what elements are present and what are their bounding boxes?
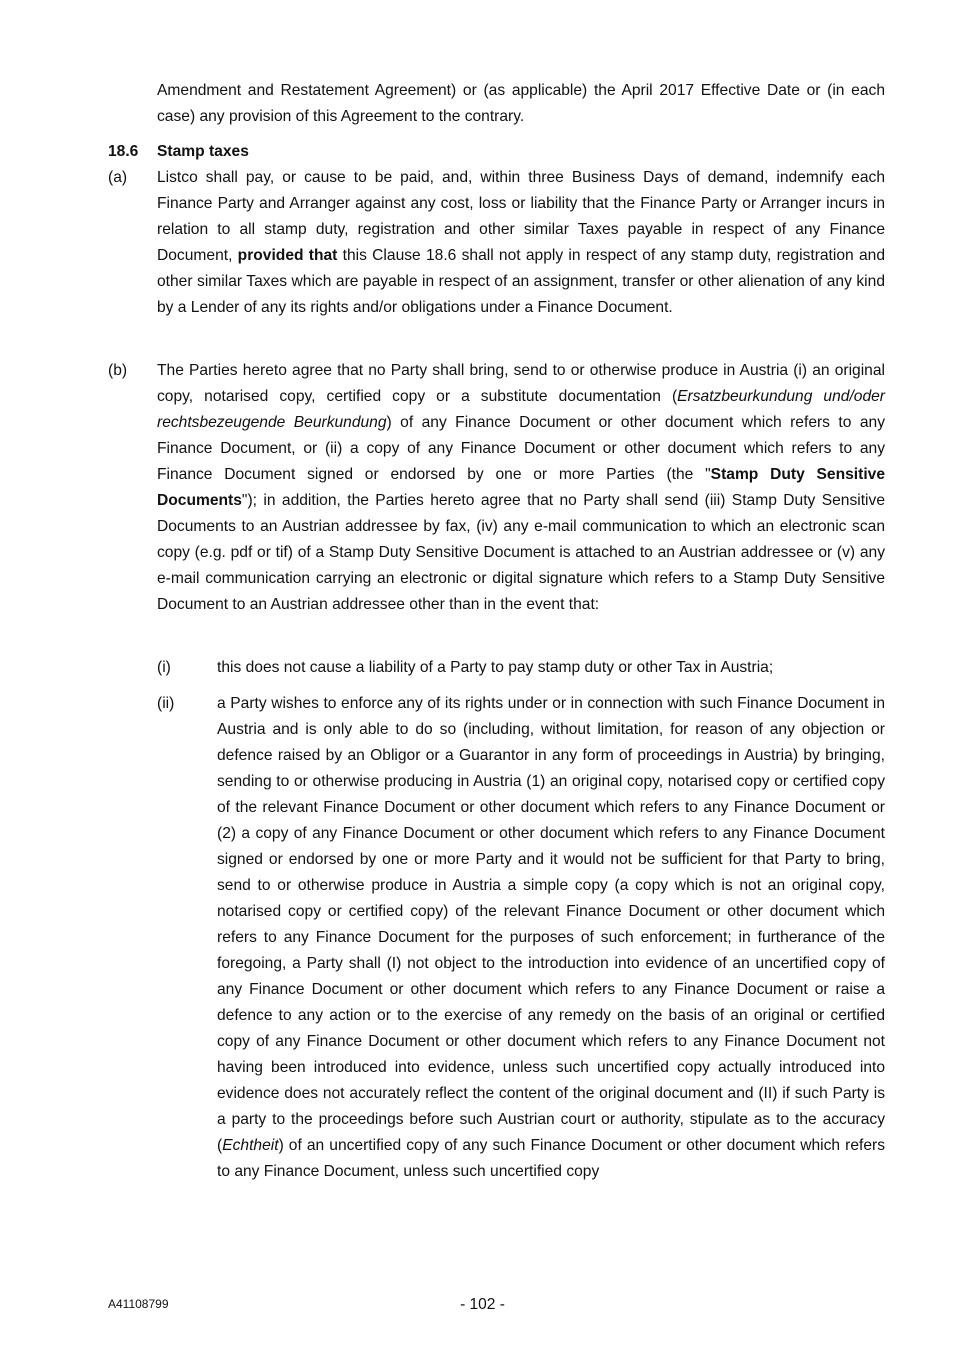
para-b-text: [157, 358, 885, 618]
sub-ii-text: [217, 691, 885, 1185]
para-a-bold-1: provided that: [237, 247, 338, 264]
sub-ii-italic-1: Echtheit: [222, 1137, 279, 1154]
para-a-text: [157, 165, 885, 321]
para-b-bold-1: Stamp Duty Sensitive Documents: [157, 466, 885, 509]
sub-i-text: this does not cause a liability of a Party to pay stamp duty or other Tax in Austria;: [217, 659, 774, 676]
top-paragraph: Amendment and Restatement Agreement) or (as applicable) the April 2017 Effective Date or (in each case) any provision of this Agreement to the contrary.: [157, 82, 885, 125]
sub-ii-text-2: ) of an uncertified copy of any such Finance Document or other document which refers to any Finance Document, unless such uncertified copy: [217, 1137, 885, 1180]
para-a-text-1: Listco shall pay, or cause to be paid, and, within three Business Days of demand, indemnify each Finance Party and Arranger against any cost, loss or liability that the Finance Party or Arranger incurs in relation to all stamp duty, registration and other similar Taxes payable in respect of any Finance Document,: [157, 169, 885, 264]
para-b-italic-1: Ersatzbeurkundung und/oder rechtsbezeugende Beurkundung: [157, 388, 885, 431]
sub-ii-label: (ii): [157, 695, 175, 712]
section-title: Stamp taxes: [157, 143, 249, 160]
section-number: 18.6: [108, 143, 139, 160]
sub-ii-text-1: a Party wishes to enforce any of its rights under or in connection with such Finance Document in Austria and is only able to do so (including, without limitation, for reason of any objection or defence raised by an Obligor or a Guarantor in any form of proceedings in Austria) by bringing, sending to or otherwise producing in Austria (1) an original copy, notarised copy or certified copy of the relevant Finance Document or other document which refers to any Finance Document or (2) a copy of any Finance Document or other document which refers to any Finance Document signed or endorsed by one or more Party and it would not be sufficient for that Party to bring, send to or otherwise produce in Austria a simple copy (a copy which is not an original copy, notarised copy or certified copy) of the relevant Finance Document or other document which refers to any Finance Document for the purposes of such enforcement; in furtherance of the foregoing, a Party shall (I) not object to the introduction into evidence of an uncertified copy of any Finance Document or other document which refers to any Finance Document or raise a defence to any action or to the exercise of any remedy on the basis of an original or certified copy of any Finance Document or other document which refers to any Finance Document not having been introduced into evidence, unless such uncertified copy actually introduced into evidence does not accurately reflect the content of the original document and (II) if such Party is a party to the proceedings before such Austrian court or authority, stipulate as to the accuracy (: [217, 695, 885, 1154]
document-reference: A41108799: [108, 1297, 169, 1311]
page-number: - 102 -: [460, 1296, 505, 1313]
para-b-text-3: "); in addition, the Parties hereto agree that no Party shall send (iii) Stamp Duty Sensitive Documents to an Austrian addressee by fax, (iv) any e-mail communication to which an electronic scan copy (e.g. pdf or tif) of a Stamp Duty Sensitive Document is attached to an Austrian addressee or (v) any e-mail communication carrying an electronic or digital signature which refers to a Stamp Duty Sensitive Document to an Austrian addressee other than in the event that:: [157, 492, 885, 613]
sub-i-label: (i): [157, 659, 171, 676]
para-a-text-2: this Clause 18.6 shall not apply in respect of any stamp duty, registration and other similar Taxes which are payable in respect of an assignment, transfer or other alienation of any kind by a Lender of any its rights and/or obligations under a Finance Document.: [157, 247, 885, 316]
para-b-label: (b): [108, 362, 128, 379]
para-b-text-2: ) of any Finance Document or other document which refers to any Finance Document, or (ii) a copy of any Finance Document or other document which refers to any Finance Document signed or endorsed by one or more Parties (the ": [157, 414, 885, 483]
para-a-label: (a): [108, 169, 128, 186]
para-b-text-1: The Parties hereto agree that no Party shall bring, send to or otherwise produce in Austria (i) an original copy, notarised copy, certified copy or a substitute documentation (: [157, 362, 885, 405]
